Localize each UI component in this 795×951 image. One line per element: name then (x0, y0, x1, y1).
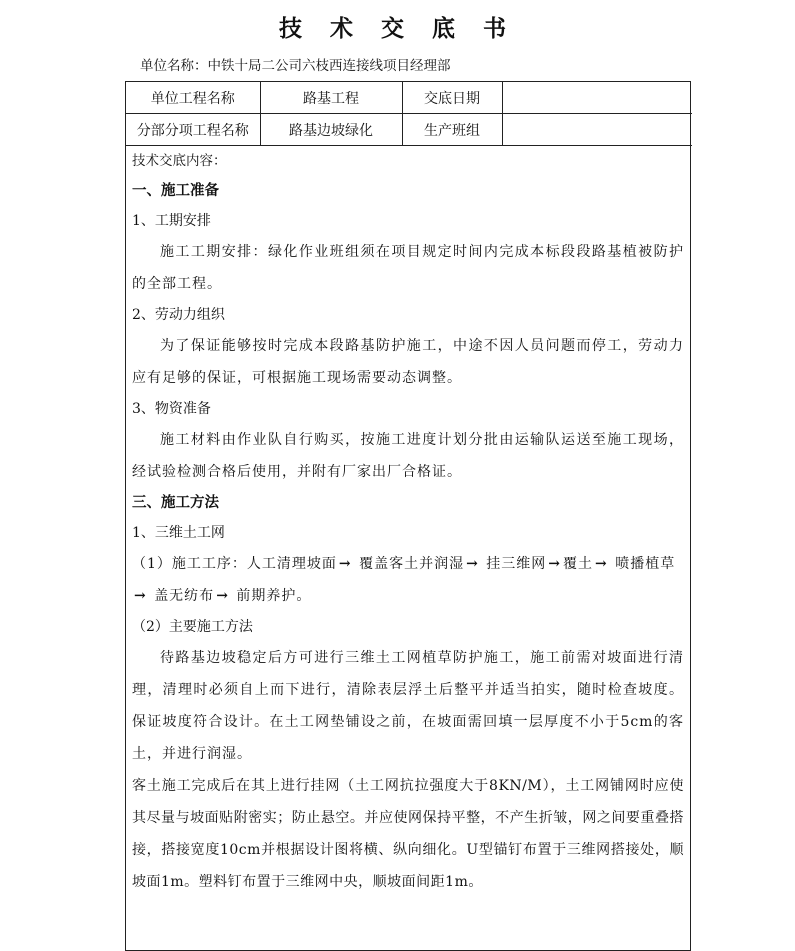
info-row-unit (126, 82, 692, 114)
method-paragraph-2: 客土施工完成后在其上进行挂网（土工网抗拉强度大于8KN/M），土工网铺网时应使其尽量与坡面贴附密实；防止悬空。并应使网保持平整，不产生折皱，网之间要重叠搭接，搭接宽度10cm并根据设计图将横、纵向细化。U型锚钉布置于三维网搭接处，顺坡面1m。塑料钉布置于三维网中央，顺坡面间距1m。 (132, 778, 684, 890)
disclosure-content (126, 146, 690, 898)
team-label: 生产班组 (402, 114, 502, 146)
info-table (126, 82, 692, 146)
flow-step-2: 覆盖客土并润湿 (359, 556, 465, 572)
subproject-label: 分部分项工程名称 (126, 114, 260, 146)
date-label: 交底日期 (402, 82, 502, 114)
arrow-icon: → (216, 588, 229, 604)
unit-name-line: 单位名称：中铁十局二公司六枝西连接线项目经理部 (140, 58, 451, 74)
flow-step-7: 前期养护。 (236, 588, 312, 604)
process-flow (132, 548, 684, 612)
subproject-value: 路基边坡绿化 (260, 114, 402, 146)
arrow-icon: → (466, 556, 479, 572)
unit-project-label: 单位工程名称 (126, 82, 260, 114)
unit-project-value: 路基工程 (260, 82, 402, 114)
content-intro: 技术交底内容： (132, 153, 227, 169)
labor-paragraph: 为了保证能够按时完成本段路基防护施工，中途不因人员问题而停工，劳动力应有足够的保证，可根据施工现场需要动态调整。 (132, 338, 684, 386)
flow-step-5: 喷播植草 (615, 556, 676, 572)
flow-step-1: （1）施工工序：人工清理坡面 (132, 556, 337, 572)
subheading-materials: 3、物资准备 (132, 401, 211, 417)
arrow-icon: → (548, 556, 562, 572)
subheading-3d-geonet: 1、三维土工网 (132, 525, 225, 541)
info-row-subproject (126, 114, 692, 146)
date-value (502, 82, 692, 114)
flow-step-4: 覆土 (563, 556, 594, 572)
arrow-icon: → (338, 556, 352, 572)
subheading-labor: 2、劳动力组织 (132, 307, 225, 323)
subheading-main-method: （2）主要施工方法 (132, 619, 253, 635)
team-value (502, 114, 692, 146)
arrow-icon: → (595, 556, 608, 572)
method-paragraph-1: 待路基边坡稳定后方可进行三维土工网植草防护施工，施工前需对坡面进行清理，清理时必须自上而下进行，清除表层浮土后整平并适当拍实，随时检查坡度。保证坡度符合设计。在土工网垫铺设之前，在坡面需回填一层厚度不小于5cm的客土，并进行润湿。 (132, 650, 684, 762)
subheading-schedule: 1、工期安排 (132, 213, 211, 229)
flow-step-3: 挂三维网 (486, 556, 547, 572)
arrow-icon: → (134, 588, 147, 604)
document-title: 技 术 交 底 书 (278, 15, 517, 42)
section-heading-method: 三、施工方法 (132, 494, 219, 511)
flow-step-6: 盖无纺布 (154, 588, 215, 604)
disclosure-form (125, 81, 691, 951)
materials-paragraph: 施工材料由作业队自行购买，按施工进度计划分批由运输队运送至施工现场，经试验检测合格后使用，并附有厂家出厂合格证。 (132, 432, 684, 480)
schedule-paragraph: 施工工期安排：绿化作业班组须在项目规定时间内完成本标段段路基植被防护的全部工程。 (132, 244, 684, 292)
section-heading-preparation: 一、施工准备 (132, 182, 219, 199)
